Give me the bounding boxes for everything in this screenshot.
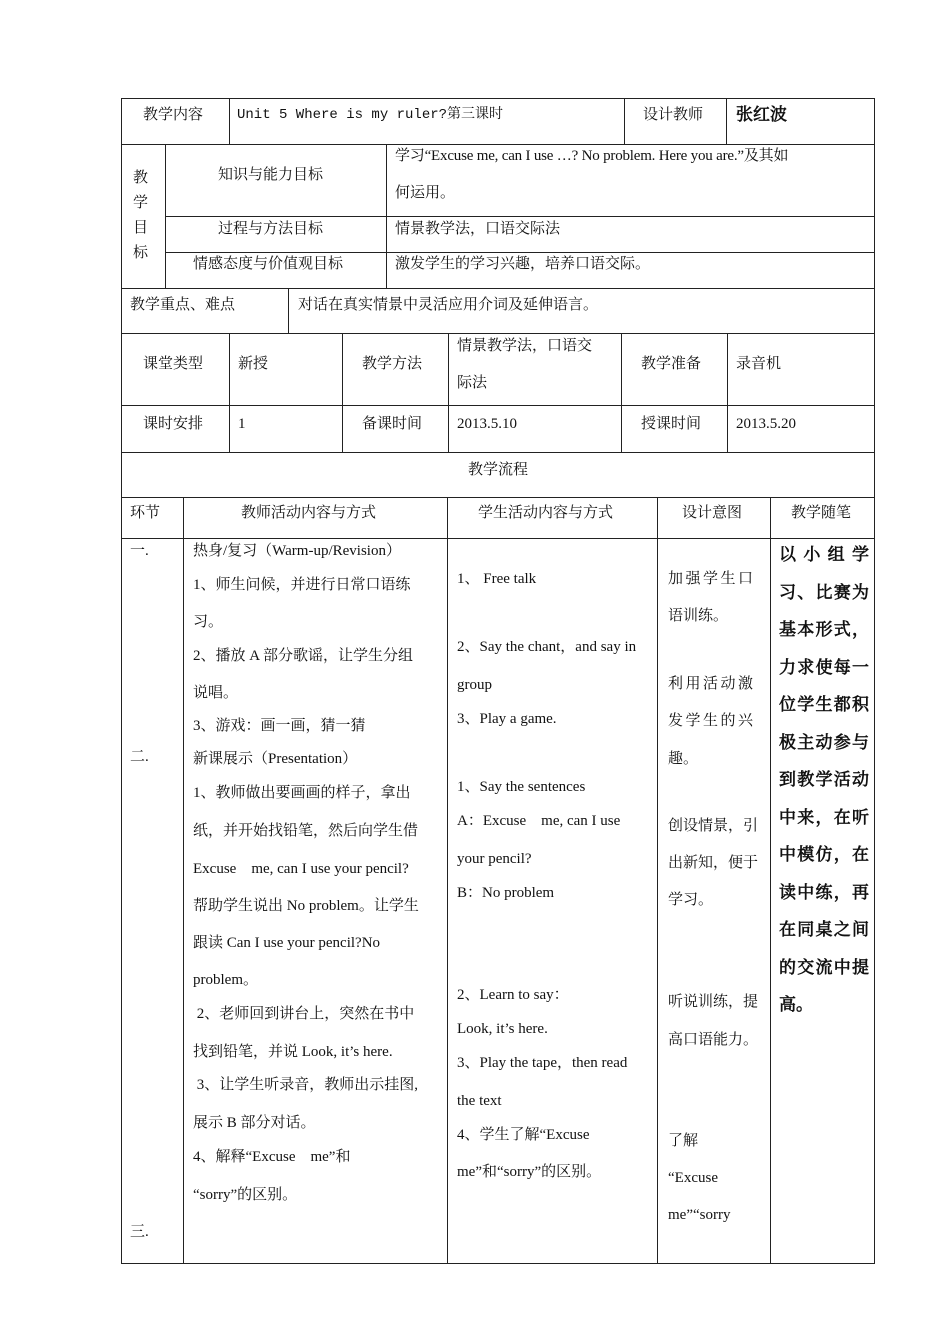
stage-two: 二. xyxy=(130,749,149,765)
intent-line: me”“sorry xyxy=(668,1207,731,1223)
method-label: 教学方法 xyxy=(362,356,423,372)
objective-knowledge-line1: 学习“Excuse me, can I use …? No problem. Here you are.”及其如 xyxy=(395,148,789,164)
stage-one: 一. xyxy=(130,543,149,559)
student-line: 2、Learn to say： xyxy=(457,987,569,1003)
teacher-line: “sorry”的区别。 xyxy=(193,1187,298,1203)
method-value-line1: 情景教学法，口语交 xyxy=(457,338,593,354)
objective-process-value: 情景教学法，口语交际法 xyxy=(395,221,561,237)
student-line: 1、 Free talk xyxy=(457,571,537,587)
teacher-line: 1、师生问候，并进行日常口语练 xyxy=(193,577,411,593)
objective-process-label: 过程与方法目标 xyxy=(218,221,324,237)
intent-line: 利用活动激 xyxy=(668,676,756,692)
header-student: 学生活动内容与方式 xyxy=(478,505,614,521)
teacher-line: 2、播放 A 部分歌谣，让学生分组 xyxy=(193,648,414,664)
class-type-label: 课堂类型 xyxy=(143,356,204,372)
teacher-line: 2、老师回到讲台上，突然在书中 xyxy=(193,1006,415,1022)
intent-line: 发学生的兴 xyxy=(668,713,756,729)
teacher-line: 4、解释“Excuse me”和 xyxy=(193,1149,351,1165)
teacher-line: 3、游戏：画一画，猜一猜 xyxy=(193,718,366,734)
student-line: your pencil? xyxy=(457,851,532,867)
intent-line: 出新知，便于 xyxy=(668,855,759,871)
student-line: 2、Say the chant，and say in xyxy=(457,639,637,655)
teacher-line: 说唱。 xyxy=(193,685,239,701)
intent-line: 高口语能力。 xyxy=(668,1032,759,1048)
prep-value: 录音机 xyxy=(736,356,782,372)
class-type-value: 新授 xyxy=(238,356,269,372)
student-line: 1、Say the sentences xyxy=(457,779,586,795)
teacher-line: 热身/复习（Warm-up/Revision） xyxy=(193,543,401,559)
student-line: B：No problem xyxy=(457,885,555,901)
prep-label: 教学准备 xyxy=(641,356,702,372)
intent-line: “Excuse xyxy=(668,1170,718,1186)
objective-emotion-value: 激发学生的学习兴趣，培养口语交际。 xyxy=(395,256,651,272)
intent-line: 加强学生口 xyxy=(668,571,756,587)
teacher-line: 帮助学生说出 No problem。让学生 xyxy=(193,898,419,914)
teacher-line: 3、让学生听录音，教师出示挂图, xyxy=(193,1077,419,1093)
stage-three: 三. xyxy=(130,1224,149,1240)
teacher-line: 1、教师做出要画画的样子，拿出 xyxy=(193,785,411,801)
method-value-line2: 际法 xyxy=(457,375,488,391)
intent-line: 创设情景，引 xyxy=(668,818,759,834)
hours-label: 课时安排 xyxy=(143,416,204,432)
teacher-line: 习。 xyxy=(193,614,224,630)
student-line: me”和“sorry”的区别。 xyxy=(457,1164,602,1180)
teacher-line: problem。 xyxy=(193,972,258,988)
header-teacher: 教师活动内容与方式 xyxy=(241,505,377,521)
intent-line: 趣。 xyxy=(668,751,699,767)
key-points-label: 教学重点、难点 xyxy=(130,297,236,313)
header-notes: 教学随笔 xyxy=(791,505,852,521)
teacher-line: 跟读 Can I use your pencil?No xyxy=(193,935,381,951)
intent-line: 学习。 xyxy=(668,892,714,908)
intent-line: 听说训练，提 xyxy=(668,994,759,1010)
teach-time-label: 授课时间 xyxy=(641,416,702,432)
teacher-line: 找到铅笔，并说 Look, it’s here. xyxy=(193,1044,393,1060)
prep-time-value: 2013.5.10 xyxy=(457,416,517,432)
flow-title: 教学流程 xyxy=(467,462,528,478)
student-line: Look, it’s here. xyxy=(457,1021,548,1037)
hours-value: 1 xyxy=(238,416,246,432)
student-line: group xyxy=(457,677,492,693)
teach-time-value: 2013.5.20 xyxy=(736,416,796,432)
intent-line: 语训练。 xyxy=(668,608,729,624)
student-line: the text xyxy=(457,1093,502,1109)
content-label: 教学内容 xyxy=(143,107,204,123)
key-points-value: 对话在真实情景中灵活应用介词及延伸语言。 xyxy=(298,297,599,313)
header-intent: 设计意图 xyxy=(682,505,743,521)
designer-label: 设计教师 xyxy=(643,107,704,123)
objective-knowledge-label: 知识与能力目标 xyxy=(218,167,324,183)
objective-knowledge-line2: 何运用。 xyxy=(395,185,456,201)
teacher-line: 新课展示（Presentation） xyxy=(193,751,358,767)
student-line: 3、Play a game. xyxy=(457,711,557,727)
lesson-title: Unit 5 Where is my ruler?第三课时 xyxy=(237,107,504,123)
objectives-label: 教 学 目 标 xyxy=(133,170,149,261)
teaching-notes: 以小组学习、比赛为基本形式，力求使每一位学生都积极主动参与到教学活动中来，在听中模仿，在读中练，再在同桌之间的交流中提高。 xyxy=(779,545,869,1015)
teacher-line: Excuse me, can I use your pencil? xyxy=(193,861,409,877)
teacher-line: 展示 B 部分对话。 xyxy=(193,1115,316,1131)
intent-line: 了解 xyxy=(668,1133,699,1149)
teacher-line: 纸，并开始找铅笔，然后向学生借 xyxy=(193,823,419,839)
prep-time-label: 备课时间 xyxy=(362,416,423,432)
designer-name: 张红波 xyxy=(736,105,787,125)
header-stage: 环节 xyxy=(130,505,161,521)
student-line: 4、学生了解“Excuse xyxy=(457,1127,590,1143)
student-line: 3、Play the tape，then read xyxy=(457,1055,628,1071)
student-line: A：Excuse me, can I use xyxy=(457,813,621,829)
objective-emotion-label: 情感态度与价值观目标 xyxy=(193,256,344,272)
